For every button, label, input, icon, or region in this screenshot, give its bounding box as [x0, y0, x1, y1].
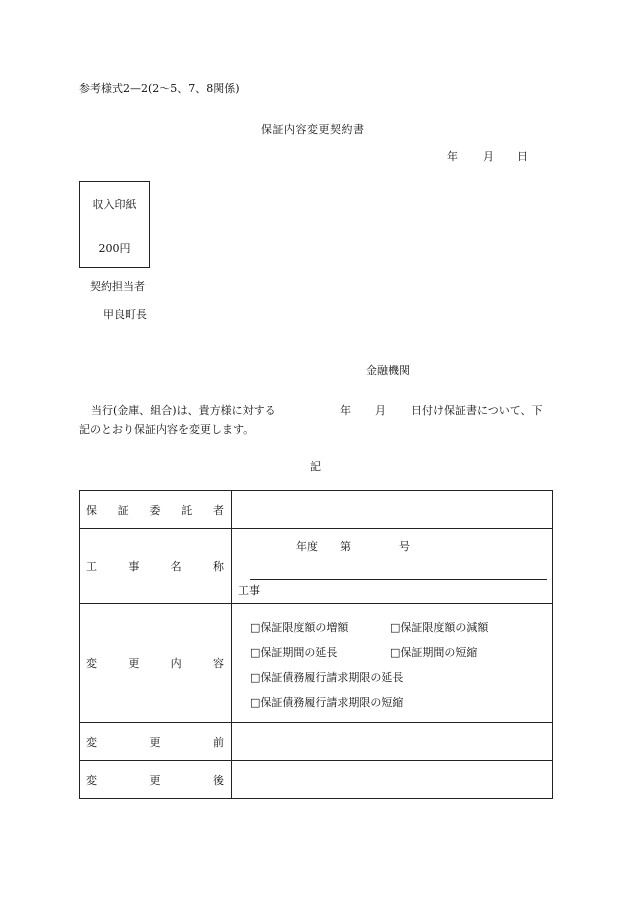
- body-line-1: [91, 402, 551, 418]
- row-change-content: [80, 604, 553, 723]
- option-period-shorten[interactable]: □保証期間の短縮: [390, 646, 478, 659]
- change-content-label: [80, 604, 232, 723]
- label-char: 内: [170, 657, 182, 670]
- consignor-value[interactable]: [232, 491, 553, 529]
- change-table: [79, 490, 553, 799]
- row-project: [80, 529, 553, 604]
- label-char: 委: [149, 503, 161, 517]
- project-dai: 第: [340, 540, 351, 553]
- row-before: [80, 723, 553, 761]
- project-value[interactable]: [232, 529, 553, 604]
- label-char: 称: [212, 560, 224, 573]
- institution-label: 金融機関: [366, 364, 410, 377]
- label-char: 更: [128, 657, 140, 670]
- label-char: 変: [86, 735, 97, 749]
- date-day: 日: [517, 150, 528, 163]
- contractor-label: 契約担当者: [90, 280, 145, 293]
- stamp-label: 収入印紙: [92, 198, 137, 211]
- change-options: [232, 604, 553, 723]
- row-after: [80, 761, 553, 799]
- project-label: [80, 529, 232, 604]
- label-char: 者: [213, 503, 224, 517]
- label-char: 更: [149, 773, 161, 787]
- label-char: 変: [86, 657, 97, 670]
- project-name-underline: [250, 579, 547, 580]
- document-title: 保証内容変更契約書: [261, 123, 365, 136]
- project-nendo: 年度: [296, 540, 318, 553]
- after-label: [80, 761, 232, 799]
- ki-heading: 記: [310, 460, 321, 473]
- consignor-label: [80, 491, 232, 529]
- option-period-extend[interactable]: □保証期間の延長: [250, 646, 338, 659]
- contractor-name: 甲良町長: [103, 308, 147, 321]
- label-char: 事: [128, 560, 140, 573]
- date-year: 年: [447, 150, 458, 163]
- label-char: 容: [212, 657, 224, 670]
- option-claim-shorten[interactable]: □保証債務履行請求期限の短縮: [250, 696, 404, 709]
- body-line1-year: 年: [340, 404, 351, 417]
- label-char: 工: [86, 560, 97, 573]
- option-limit-increase[interactable]: □保証限度額の増額: [250, 621, 349, 634]
- date-month: 月: [483, 150, 494, 163]
- stamp-amount: 200円: [98, 242, 131, 255]
- revenue-stamp-box: [79, 181, 150, 268]
- option-claim-extend[interactable]: □保証債務履行請求期限の延長: [250, 671, 404, 684]
- option-limit-decrease[interactable]: □保証限度額の減額: [390, 621, 489, 634]
- label-char: 後: [213, 773, 224, 787]
- after-value[interactable]: [232, 761, 553, 799]
- before-label: [80, 723, 232, 761]
- label-char: 変: [86, 773, 97, 787]
- row-consignor: [80, 491, 553, 529]
- body-line1-a: 当行(金庫、組合)は、貴方様に対する: [91, 404, 276, 417]
- label-char: 保: [86, 503, 97, 517]
- body-line1-b: 日付け保証書について、下: [411, 404, 543, 417]
- label-char: 前: [213, 735, 224, 749]
- label-char: 更: [149, 735, 161, 749]
- label-char: 託: [181, 503, 193, 517]
- date-line: [447, 148, 528, 164]
- form-reference: 参考様式2—2(2〜5、7、8関係): [79, 82, 240, 95]
- label-char: 名: [170, 560, 182, 573]
- body-line-2: 記のとおり保証内容を変更します。: [79, 423, 255, 436]
- before-value[interactable]: [232, 723, 553, 761]
- label-char: 証: [117, 503, 129, 517]
- body-line1-month: 月: [375, 404, 386, 417]
- project-suffix: 工事: [238, 584, 260, 597]
- project-go: 号: [399, 540, 410, 553]
